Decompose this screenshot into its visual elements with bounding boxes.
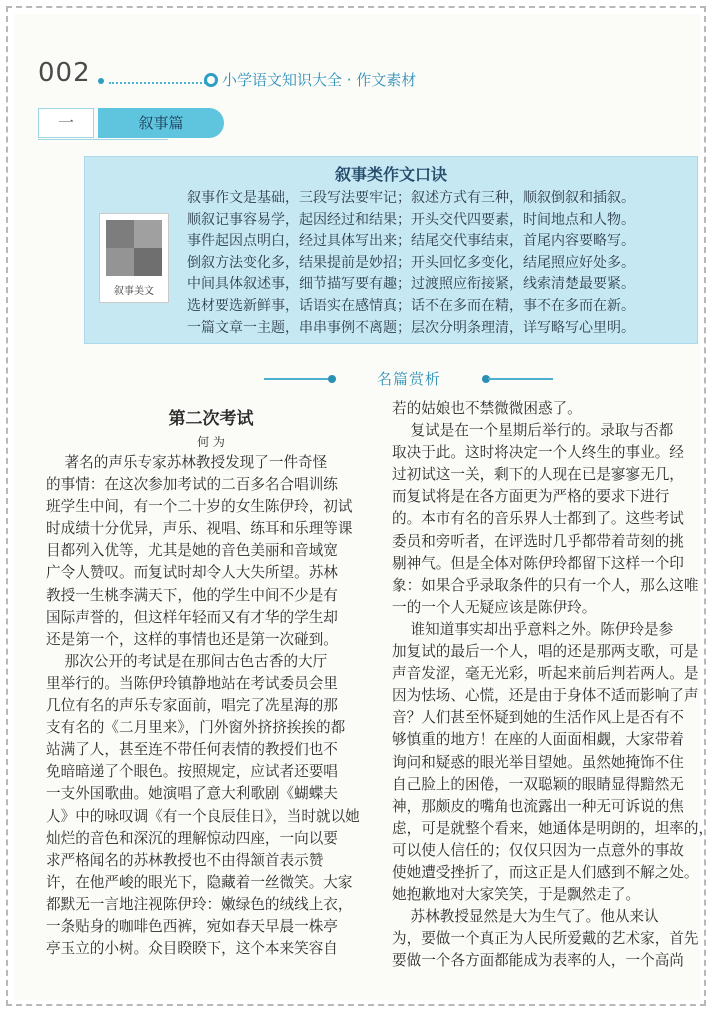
article-line: 亭玉立的小树。众目睽睽下，这个本来笑容自: [46, 940, 338, 958]
divider-line-left: [264, 378, 329, 380]
article-line: 几位有名的声乐专家面前，唱完了冼星海的那: [46, 697, 338, 715]
article-line: 为，要做一个真正为人民所爱戴的艺术家，首先: [392, 930, 699, 948]
rhyme-box-title: 叙事类作文口诀: [334, 165, 447, 184]
left-column-text: [46, 452, 376, 960]
article-line: 询问和疑惑的眼光举目望她。虽然她掩饰不住: [392, 753, 684, 771]
section-name: 叙事篇: [98, 108, 224, 138]
article-column-left: [46, 398, 376, 960]
article-line: 取决于此。这时将决定一个人终生的事业。经: [392, 444, 684, 462]
divider-label: 名篇赏析: [376, 370, 441, 388]
article-line: 若的姑娘也不禁微微困惑了。: [392, 400, 582, 417]
article-line: 支有名的《二月里来》，门外窗外挤挤挨挨的都: [46, 719, 346, 737]
article-line: 复试是在一个星期后举行的。录取与否都: [392, 422, 674, 440]
article-line: 剔神气。但是全体对陈伊玲都留下这样一个印: [392, 554, 684, 572]
header-dot-icon: [98, 78, 104, 84]
article-line: 神，那颇皮的嘴角也流露出一种无可诉说的焦: [392, 797, 684, 815]
article-line: 而复试将是在各方面更为严格的要求下进行: [392, 488, 670, 506]
article-line: 自己脸上的困倦，一双聪颖的眼睛显得黯然无: [392, 775, 684, 793]
article-line: 国际声誉的，但这样年轻而又有才华的学生却: [46, 608, 338, 626]
article-line: 许，在他严峻的眼光下，隐藏着一丝微笑。大家: [46, 873, 353, 891]
page-number: 002: [38, 58, 91, 88]
article-line: 里举行的。当陈伊玲镇静地站在考试委员会里: [46, 674, 338, 692]
article-line: 那次公开的考试是在那间古色古香的大厅: [46, 652, 328, 670]
article-line: 苏林教授显然是大为生气了。他从来认: [392, 908, 659, 926]
article-line: 要做一个各方面都能成为表率的人，一个高尚: [392, 952, 684, 970]
article-line: 因为怯场、心慌，还是由于身体不适而影响了声: [392, 687, 699, 705]
illustration-picture-icon: [106, 220, 162, 276]
rhyme-line: 倒叙方法变化多，结果提前是妙招；开头回忆多变化，结尾照应好处多。: [187, 254, 635, 271]
rhyme-line: 一篇文章一主题，串串事例不离题；层次分明条理清，详写略写心里明。: [187, 319, 635, 336]
rhyme-box: [84, 156, 698, 344]
article-line: 一的一个人无疑应该是陈伊玲。: [392, 598, 597, 616]
article-author: 何 为: [197, 435, 225, 449]
rhyme-line: 顺叙记事容易学，起因经过和结果；开头交代四要素，时间地点和人物。: [187, 211, 635, 228]
section-number: 一: [38, 108, 94, 138]
article-line: 教授一生桃李满天下，他的学生中间不少是有: [46, 586, 338, 604]
section-tab: [38, 108, 206, 138]
article-title: 第二次考试: [168, 409, 254, 429]
section-rule: [38, 139, 168, 140]
article-line: 虑，可是就整个看来，她通体是明朗的，坦率的，: [392, 819, 714, 837]
divider-dot-icon: [328, 375, 336, 383]
article-line: 委员和旁听者，在评选时几乎都带着苛刻的挑: [392, 532, 684, 550]
rhyme-line: 事件起因点明白，经过具体写出来；结尾交代事结束，首尾内容要略写。: [187, 233, 635, 250]
rhyme-line: 叙事作文是基础，三段写法要牢记；叙述方式有三种，顺叙倒叙和插叙。: [187, 190, 635, 206]
article-line: 免暗暗递了个眼色。按照规定，应试者还要唱: [46, 763, 338, 781]
book-page: [14, 14, 714, 1000]
article-line: 可以使人信任的；仅仅只因为一点意外的事故: [392, 841, 684, 859]
article-line: 班学生中间，有一个二十岁的女生陈伊玲，初试: [46, 498, 353, 516]
article-line: 声音发涩，毫无光彩，听起来前后判若两人。是: [392, 665, 699, 683]
article-line: 目都列入优等，尤其是她的音色美丽和音域宽: [46, 542, 338, 560]
article-line: 著名的声乐专家苏林教授发现了一件奇怪: [46, 454, 328, 471]
article-line: 加复试的最后一个人，唱的还是那两支歌，可是: [392, 643, 699, 661]
header-ring-icon: [204, 73, 218, 87]
divider-line-right: [488, 378, 553, 380]
article-line: 灿烂的音色和深沉的理解惊动四座，一向以要: [46, 829, 338, 847]
section-divider: [264, 368, 554, 390]
article-line: 一条贴身的咖啡色西裤，宛如春天早晨一株亭: [46, 917, 338, 935]
article-line: 的事情：在这次参加考试的二百多名合唱训练: [46, 476, 338, 494]
article-line: 谁知道事实却出乎意料之外。陈伊玲是参: [392, 620, 674, 638]
article-line: 求严格闻名的苏林教授也不由得颔首表示赞: [46, 851, 324, 869]
article-line: 的。本市有名的音乐界人士都到了。这些考试: [392, 510, 684, 528]
article-column-right: [392, 398, 714, 972]
article-line: 广令人赞叹。而复试时却令人大失所望。苏林: [46, 564, 338, 582]
rhyme-box-illustration: [99, 213, 169, 303]
illustration-caption: 叙事美文: [114, 286, 154, 297]
article-line: 还是第一个，这样的事情也还是第一次碰到。: [46, 630, 338, 648]
article-line: 人》中的咏叹调《有一个良辰佳日》，当时就以她: [46, 807, 360, 825]
article-line: 都默无一言地注视陈伊玲：嫩绿色的绒线上衣，: [46, 895, 353, 913]
header-dotted-rule: [109, 82, 217, 84]
rhyme-line: 选材要选新鲜事，话语实在感情真；话不在多而在精，事不在多而在新。: [187, 297, 635, 314]
rhyme-line: 中间具体叙述事，细节描写要有趣；过渡照应衔接紧，线索清楚最要紧。: [187, 276, 635, 293]
rhyme-lines: [187, 188, 695, 339]
article-line: 音？人们甚至怀疑到她的生活作风上是否有不: [392, 709, 684, 727]
right-column-text: [392, 398, 714, 972]
article-line: 过初试这一关，剩下的人现在已是寥寥无几，: [392, 466, 684, 484]
article-line: 时成绩十分优异，声乐、视唱、练耳和乐理等课: [46, 520, 353, 538]
article-line: 象：如果合乎录取条件的只有一个人，那么这唯: [392, 576, 699, 594]
article-line: 使她遭受挫折了，而这正是人们感到不解之处。: [392, 863, 699, 881]
article-line: 她抱歉地对大家笑笑，于是飘然走了。: [392, 886, 641, 904]
article-line: 一支外国歌曲。她演唱了意大利歌剧《蝴蝶夫: [46, 785, 338, 803]
article-line: 站满了人，甚至连不带任何表情的教授们也不: [46, 741, 338, 759]
article-line: 够慎重的地方！在座的人面面相觑，大家带着: [392, 731, 684, 749]
book-title: 小学语文知识大全 · 作文素材: [222, 71, 417, 89]
